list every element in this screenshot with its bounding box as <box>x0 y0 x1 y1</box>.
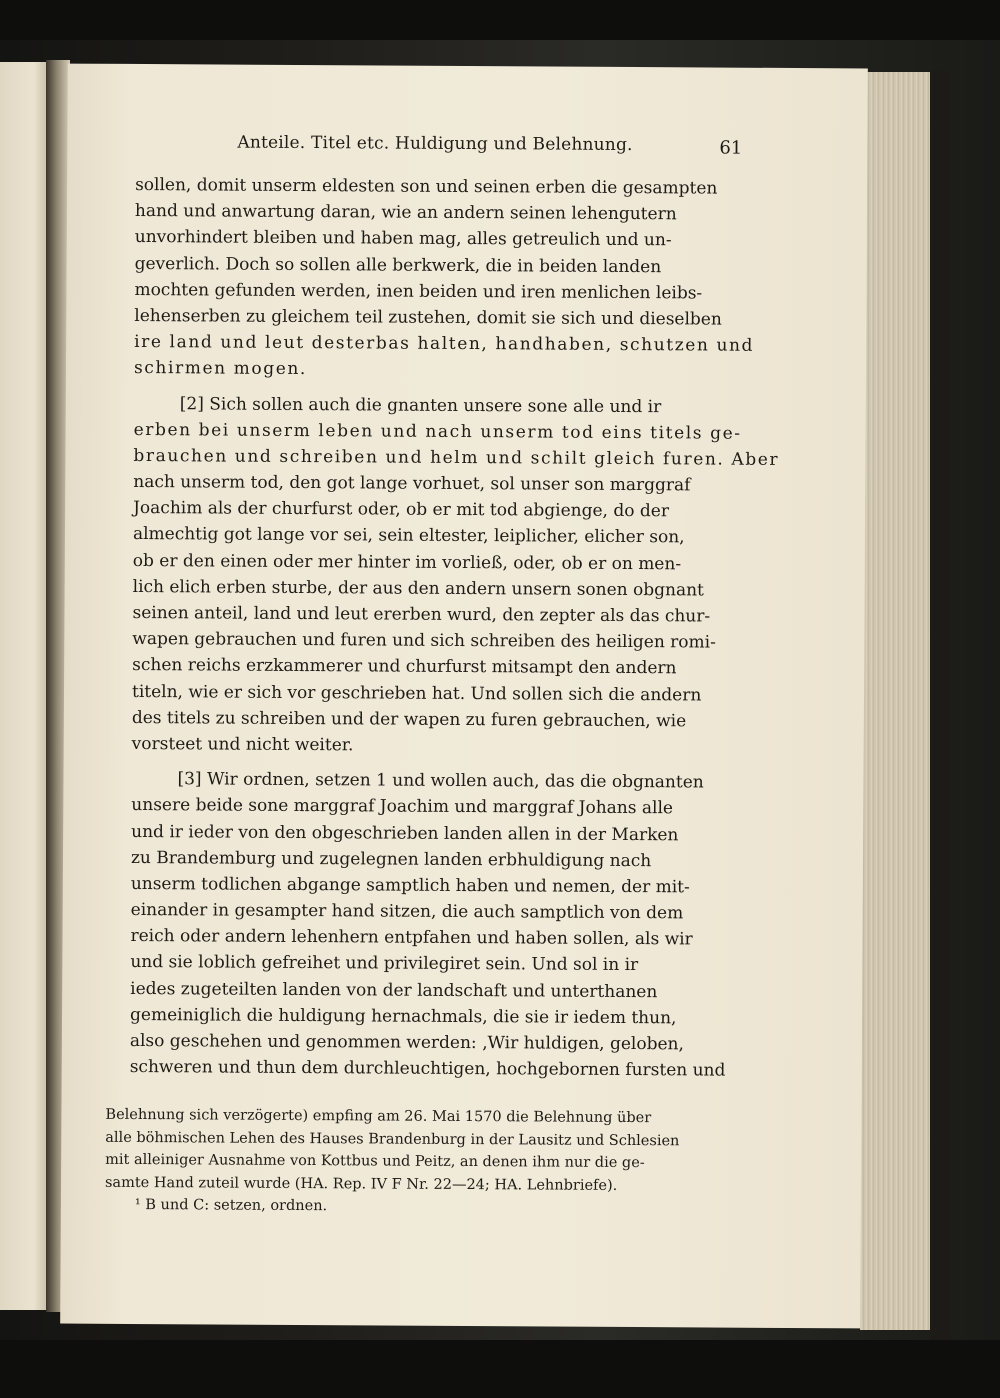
text-line: des titels zu schreiben und der wapen zu furen gebrauchen, wie <box>131 707 687 732</box>
paragraph-start-line: [2] Sich sollen auch die gnanten unsere sone alle und ir <box>179 393 662 417</box>
book-page <box>60 64 868 1329</box>
text-line: unvorhindert bleiben und haben mag, alles getreulich und un- <box>134 227 672 251</box>
paragraph-start-line: [3] Wir ordnen, setzen 1 und wollen auch, das die obgnanten <box>177 769 704 793</box>
text-line: reich oder andern lehenhern entpfahen und haben sollen, als wir <box>130 926 693 950</box>
text-line: schweren und thun dem durchleuchtigen, hochgebornen fursten und <box>129 1057 726 1081</box>
page-stack-edge <box>860 72 932 1330</box>
page-content <box>60 64 868 1329</box>
book-spine <box>930 70 950 1340</box>
text-line: und sie loblich gefreihet und privilegiret sein. Und sol in ir <box>130 952 639 976</box>
footnote-line: alle böhmischen Lehen des Hauses Brandenburg in der Lausitz und Schlesien <box>105 1129 680 1149</box>
text-line: lich elich erben sturbe, der aus den andern unsern sonen obgnant <box>132 576 704 601</box>
text-line: ob er den einen oder mer hinter im vorließ, oder, ob er on men- <box>132 550 682 574</box>
text-line: unsere beide sone marggraf Joachim und marggraf Johans alle <box>131 795 674 819</box>
text-line: schirmen mogen. <box>133 358 308 380</box>
text-line: nach unserm tod, den got lange vorhuet, sol unser son marggraf <box>133 472 691 496</box>
left-page-edge <box>0 62 48 1310</box>
text-line: sollen, domit unserm eldesten son und seinen erben die gesampten <box>135 174 718 199</box>
footnote-line: samte Hand zuteil wurde (HA. Rep. IV F Nr. 22—24; HA. Lehnbriefe). <box>104 1174 618 1194</box>
text-line: brauchen und schreiben und helm und schilt gleich furen. Aber <box>133 445 780 470</box>
text-line: hand und anwartung daran, wie an andern seinen lehengutern <box>134 201 677 225</box>
text-line: schen reichs erzkammerer und churfurst mitsampt den andern <box>132 655 677 679</box>
text-line: also geschehen und genommen werden: ‚Wir huldigen, geloben, <box>129 1030 684 1055</box>
text-line: seinen anteil, land und leut ererben wurd, den zepter als das chur- <box>132 602 711 627</box>
text-line: wapen gebrauchen und furen und sich schreiben des heiligen romi- <box>132 629 716 653</box>
running-head: Anteile. Titel etc. Huldigung und Belehnung. <box>237 132 633 156</box>
text-line: vorsteet und nicht weiter. <box>131 733 354 756</box>
footnote-line: Belehnung sich verzögerte) empfing am 26. Mai 1570 die Belehnung über <box>105 1106 652 1127</box>
page-number: 61 <box>719 137 743 159</box>
text-line: erben bei unserm leben und nach unserm tod eins titels ge- <box>133 419 742 444</box>
text-line: lehenserben zu gleichem teil zustehen, domit sie sich und dieselben <box>134 305 722 330</box>
text-line: geverlich. Doch so sollen alle berkwerk, die in beiden landen <box>134 253 662 277</box>
text-line: gemeiniglich die huldigung hernachmals, die sie ir iedem thun, <box>129 1004 677 1029</box>
text-line: titeln, wie er sich vor geschrieben hat. Und sollen sich die andern <box>131 681 702 706</box>
text-line: iedes zugeteilten landen von der landschaft und unterthanen <box>130 978 658 1002</box>
text-line: Joachim als der churfurst oder, ob er mit tod abgienge, do der <box>133 498 670 522</box>
text-line: unserm todlichen abgange samptlich haben und nemen, der mit- <box>130 873 690 898</box>
text-line: einander in gesampter hand sitzen, die auch samptlich von dem <box>130 900 684 924</box>
footnotes <box>105 1104 726 1220</box>
body-text <box>129 172 780 1084</box>
footnote-line: ¹ B und C: setzen, ordnen. <box>134 1196 328 1215</box>
text-line: almechtig got lange vor sei, sein eltester, leiplicher, elicher son, <box>132 524 685 548</box>
footnote-line: mit alleiniger Ausnahme von Kottbus und Peitz, an denen ihm nur die ge- <box>105 1151 645 1172</box>
text-line: zu Brandemburg und zugelegnen landen erbhuldigung nach <box>130 847 652 871</box>
text-line: und ir ieder von den obgeschrieben landen allen in der Marken <box>131 821 679 845</box>
text-line: ire land und leut desterbas halten, handhaben, schutzen und <box>134 332 755 356</box>
text-line: mochten gefunden werden, inen beiden und iren menlichen leibs- <box>134 279 703 304</box>
